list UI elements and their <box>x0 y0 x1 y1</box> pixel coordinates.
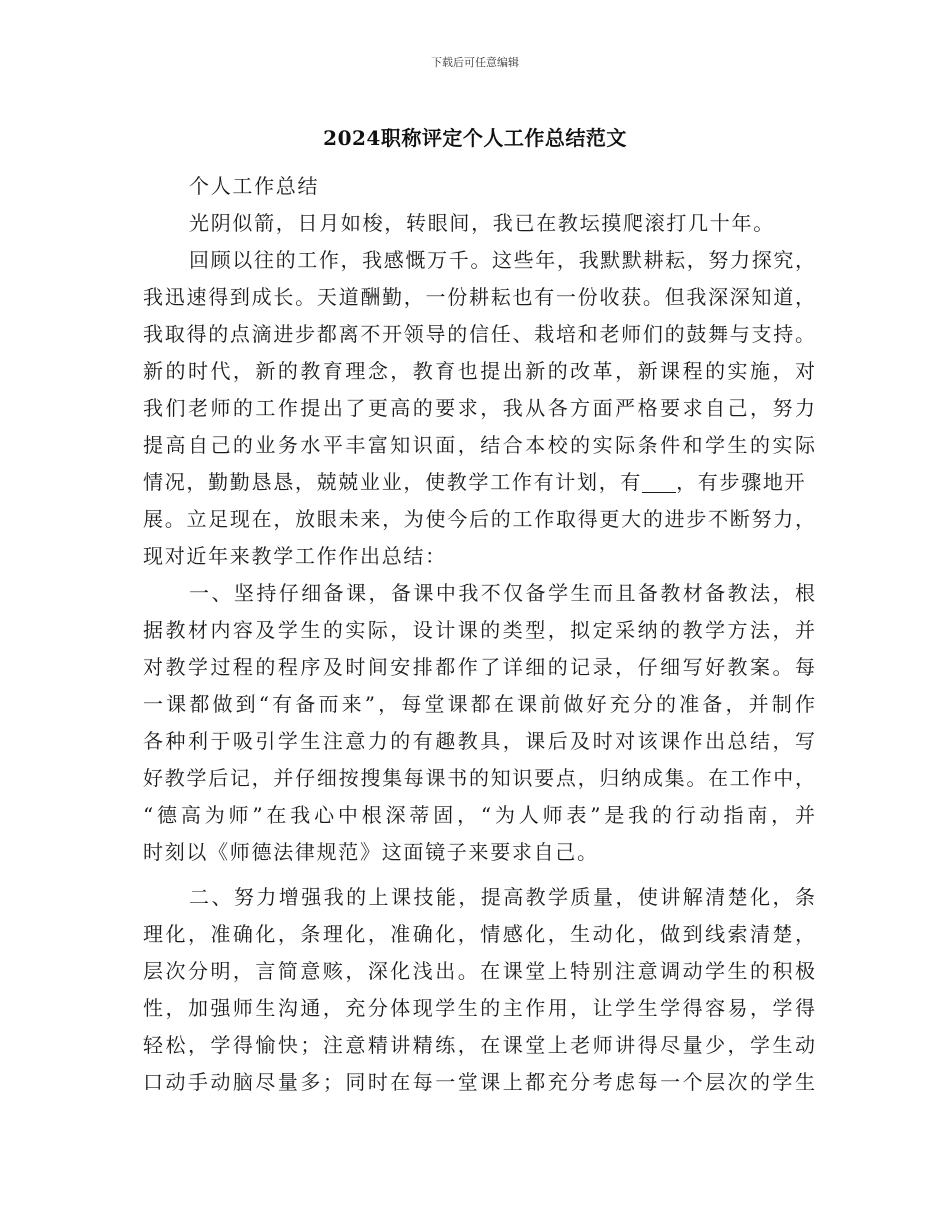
paragraph-line: 好教学后记，并仔细按搜集每课书的知识要点，归纳成集。在工作中， <box>143 766 815 790</box>
document-body <box>143 168 815 1101</box>
paragraph-line: 一、坚持仔细备课，备课中我不仅备学生而且备教材备教法，根 <box>189 581 815 605</box>
header-note: 下载后可任意编辑 <box>431 56 519 69</box>
paragraph-line: 对教学过程的程序及时间安排都作了详细的记录，仔细写好教案。每 <box>143 655 815 679</box>
paragraph-line: 我们老师的工作提出了更高的要求，我从各方面严格要求自己，努力 <box>143 396 815 420</box>
paragraph-line: 我取得的点滴进步都离不开领导的信任、栽培和老师们的鼓舞与支持。 <box>143 322 815 346</box>
paragraph-line: 光阴似箭，日月如梭，转眼间，我已在教坛摸爬滚打几十年。 <box>189 211 775 235</box>
line-text: 情况，勤勤恳恳，兢兢业业，使教学工作有计划，有 <box>143 470 643 494</box>
blank-underline <box>642 472 676 493</box>
paragraph-line: 提高自己的业务水平丰富知识面，结合本校的实际条件和学生的实际 <box>143 433 815 457</box>
line-text: ，有步骤地开 <box>676 470 807 494</box>
paragraph-line: 我迅速得到成长。天道酬勤，一份耕耘也有一份收获。但我深深知道， <box>143 285 815 309</box>
paragraph-line: 性，加强师生沟通，充分体现学生的主作用，让学生学得容易，学得 <box>143 996 815 1020</box>
paragraph-line: 二、努力增强我的上课技能，提高教学质量，使讲解清楚化，条 <box>189 885 815 909</box>
paragraph-line: 一课都做到“有备而来”，每堂课都在课前做好充分的准备，并制作 <box>143 692 815 716</box>
document-title: 2024职称评定个人工作总结范文 <box>323 126 627 150</box>
paragraph-line: 层次分明，言简意赅，深化浅出。在课堂上特别注意调动学生的积极 <box>143 959 815 983</box>
paragraph-line: “德高为师”在我心中根深蒂固，“为人师表”是我的行动指南，并 <box>143 803 815 827</box>
paragraph-line: 展。立足现在，放眼未来，为使今后的工作取得更大的进步不断努力， <box>143 507 815 531</box>
paragraph-line: 各种利于吸引学生注意力的有趣教具，课后及时对该课作出总结，写 <box>143 729 815 753</box>
paragraph-line: 回顾以往的工作，我感慨万千。这些年，我默默耕耘，努力探究， <box>189 248 815 272</box>
paragraph-line: 理化，准确化，条理化，准确化，情感化，生动化，做到线索清楚， <box>143 922 815 946</box>
paragraph-line: 据教材内容及学生的实际，设计课的类型，拟定采纳的教学方法，并 <box>143 618 815 642</box>
paragraph-line: 口动手动脑尽量多；同时在每一堂课上都充分考虑每一个层次的学生 <box>143 1070 815 1094</box>
paragraph-line: 时刻以《师德法律规范》这面镜子来要求自己。 <box>143 840 599 864</box>
paragraph-line: 现对近年来教学工作作出总结： <box>143 544 447 568</box>
paragraph-line <box>143 464 815 501</box>
paragraph-line: 新的时代，新的教育理念，教育也提出新的改革，新课程的实施，对 <box>143 359 815 383</box>
paragraph-line: 个人工作总结 <box>189 174 320 198</box>
paragraph-line: 轻松，学得愉快；注意精讲精练，在课堂上老师讲得尽量少，学生动 <box>143 1033 815 1057</box>
